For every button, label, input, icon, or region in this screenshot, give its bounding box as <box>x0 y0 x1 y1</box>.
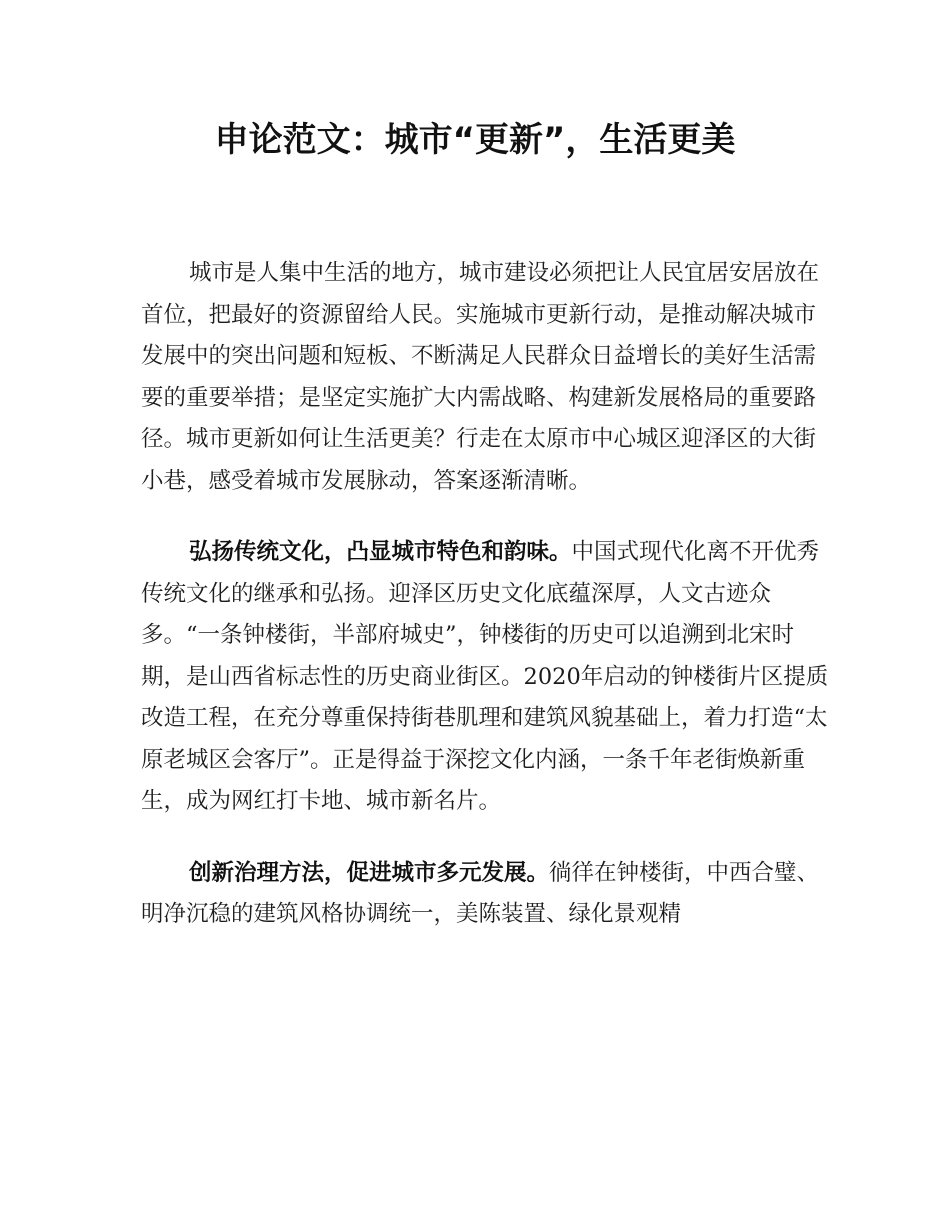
paragraph-text: 城市是人集中生活的地方，城市建设必须把让人民宜居安居放在首位，把最好的资源留给人民。实施城市更新行动，是推动解决城市发展中的突出问题和短板、不断满足人民群众日益增长的美好生活需要的重要举措；是坚定实施扩大内需战略、构建新发展格局的重要路径。城市更新如何让生活更美？行走在太原市中心城区迎泽区的大街小巷，感受着城市发展脉动，答案逐渐清晰。 <box>141 260 820 494</box>
paragraph-lead-heading: 弘扬传统文化，凸显城市特色和韵味。 <box>189 539 572 565</box>
paragraph-culture <box>141 532 831 823</box>
document-body <box>141 253 831 966</box>
paragraph-lead-heading: 创新治理方法，促进城市多元发展。 <box>189 859 550 886</box>
paragraph-governance <box>141 853 831 936</box>
paragraph-intro <box>141 253 831 502</box>
paragraph-text: 徜徉在钟楼街，中西合璧、明净沉稳的建筑风格协调统一，美陈装置、绿化景观精 <box>141 859 820 927</box>
paragraph-text: 中国式现代化离不开优秀传统文化的继承和弘扬。迎泽区历史文化底蕴深厚，人文古迹众多。“一条钟楼街，半部府城史”，钟楼街的历史可以追溯到北宋时期，是山西省标志性的历史商业街区。2020年启动的钟楼街片区提质改造工程，在充分尊重保持街巷肌理和建筑风貌基础上，着力打造“太原老城区会客厅”。正是得益于深挖文化内涵，一条千年老街焕新重生，成为网红打卡地、城市新名片。 <box>141 539 829 814</box>
document-title: 申论范文：城市“更新”，生活更美 <box>214 120 736 160</box>
